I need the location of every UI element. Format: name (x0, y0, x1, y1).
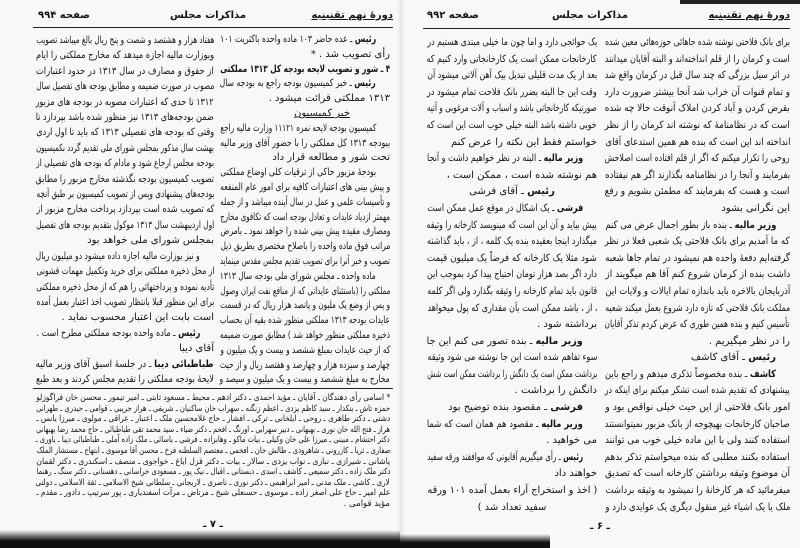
scan-shadow (400, 534, 550, 548)
line-text: ذخیره مملکتی منظور خواهد شد ) مطابق صورت ضمیمه (219, 329, 390, 341)
text-line (605, 85, 790, 102)
line-text: برای بانک فلاحتی نوشته شده جاهائی حوزه‌هائی معین شده (605, 37, 790, 48)
line-text: تأدیه نموده و پرداختهائی را هم که از محل ذخیره مملکتی (35, 281, 214, 293)
speaker-line (605, 218, 790, 235)
text-line (36, 64, 214, 79)
line-text: ـ در جلسهٔ اسبق آقای وزیر مالیه (35, 358, 155, 370)
text-line (605, 500, 790, 517)
text-line (36, 187, 214, 202)
text-line (36, 202, 214, 217)
text-line (605, 135, 790, 152)
line-text: ـ مقصود هم همان است که شما (426, 418, 542, 430)
line-text: بودجه مجلس ارجاع شود و مادام که بودجه های تفصیلی از (36, 158, 214, 170)
line-text: وبوزارت مالیه اجازه میدهد که مخارج مملکتی را ایام (35, 50, 214, 62)
line-text: کمیسیون بودجه لایحه نمره ۱۱۱۲۱ وزارت مالیه راجع (220, 122, 376, 134)
line-text: وقتی که بودجه های تفصیلی ۱۳۱۳ که باید تا اول اردی (36, 127, 214, 139)
speaker-line (605, 350, 790, 367)
text-line (427, 367, 597, 384)
text-line (605, 317, 790, 334)
text-line (427, 52, 597, 69)
speaker-name: وزیر مالیه (734, 219, 776, 231)
line-text: استفاده کنند ولی با این ماده خیلی خوب می توانند (604, 435, 790, 447)
text-line (220, 63, 390, 78)
text-line (220, 196, 390, 211)
scan-shadow (0, 530, 400, 548)
line-text: که از حیث عایدات بمبلغ ششصد و بیست و یک میلیون و (219, 344, 390, 356)
line-text: مملکتی را (باستثنای عایداتی که از منافع نفت ایران وصول (220, 285, 390, 297)
text-line (605, 151, 790, 168)
line-text: لایحهٔ بودجه مملکتی را تقدیم مجلس کردند و بعد طبع (36, 373, 214, 385)
text-line (220, 314, 390, 329)
line-text: و پس از وضع یک ملیون و پانصد هزار ریال که در قسمت (220, 300, 390, 312)
speaker-name: رئیس (354, 78, 376, 90)
text-line (605, 433, 790, 450)
text-line (36, 446, 390, 457)
line-text: تصویب کمیسیون بودجه نگذشته مخارج مزبور را مطابق (35, 173, 214, 185)
line-text: سوء تفاهم شده است این جا نوشته می شود وثیقه (426, 352, 597, 364)
speaker-name: وزیر مالیه (543, 153, 583, 165)
line-text: مؤید قوامی . (343, 498, 390, 509)
line-text: ـ بنده مخصوصاً تذکری میدهم و راجع باین (605, 368, 750, 380)
speaker-line (220, 77, 390, 92)
speaker-line (427, 151, 597, 168)
line-text: و تأسیسات علمی و عمل در سال آینده میباشد و از جمله (220, 196, 390, 208)
line-text: بعد از یک مدت قلیلی تبدیل بیک آهن آلاتی میشود آن (426, 70, 597, 82)
text-line (427, 350, 597, 367)
text-line (427, 68, 597, 85)
text-column-left (36, 33, 214, 387)
line-text: ـ البته در نظر خواهیم داشت و آنجا (426, 153, 544, 165)
line-text: و تمام قنوات آن خراب شد آنجا بیشتر ضرورت دارد (604, 86, 790, 98)
line-text: اول اردیبهشت سال ۱۳۱۳ موکول بتقدیم بودجه های تفصیل (36, 219, 214, 231)
line-text: رأی تصویب شد . * (310, 48, 390, 60)
text-line (36, 488, 390, 499)
text-line (36, 467, 390, 478)
text-line (220, 151, 390, 166)
line-text: آقای دیبا (179, 343, 214, 355)
line-text: پیشنهادی که تقدیم شده است تشکر میکنم برای اینکه در (604, 385, 790, 397)
text-line (36, 435, 390, 446)
line-text: تصویب و خبر آنرا برای تصویب تقدیم مجلس مقدس مینماید (220, 255, 390, 267)
text-line (36, 499, 390, 510)
line-text: از حقوق و مصارف در سال ۱۳۱۳ در حدود اعتبارات (36, 65, 214, 77)
text-line (36, 33, 214, 48)
line-text: دکتر ملک زاده ـ دکتر سمیعی ـ کاشف ـ اسدی ـ دبستانی ـ اقبال ـ نیک پور ـ مسعودی خراسانی ـ دهستانی ـ دکتر سنگ ـ رهنما (36, 467, 390, 478)
speaker-name: رئیس (748, 352, 776, 364)
footnote-rule (33, 388, 393, 389)
text-line (605, 118, 790, 135)
text-line (220, 137, 390, 152)
line-text: ۴ ـ شور و تصویب لایحه بودجه کل ۱۳۱۳ مملکتی (220, 63, 390, 75)
line-text: تأسیس کنیم و بنده همین طوری که عرض کردم تذکر آقایان (604, 319, 790, 331)
text-line (36, 372, 214, 387)
line-text: ملک یا یک اشیاء غیر منقول دیگری یک عوایدی دارد و (604, 501, 790, 513)
text-line (605, 334, 790, 351)
text-line (427, 218, 597, 235)
line-text: صفاری ـ ثریا ـ کازرونی ـ شاهرودی ـ طالش خان ـ افخمی ـ معتصم السلطنه فرخ ـ محسن آقا موسوی ـ ابتهاج ـ مستشار الملک (36, 445, 390, 456)
text-line (605, 284, 790, 301)
text-line (605, 483, 790, 500)
page-number: صفحه ۹۹۴ (38, 10, 90, 21)
text-line (220, 122, 390, 137)
speaker-line (427, 417, 597, 434)
speaker-line (427, 334, 597, 351)
text-line (427, 234, 597, 251)
text-line (427, 251, 597, 268)
line-text: است و هست که بفرمایند که مطمئن بشویم و رفع (605, 186, 790, 198)
text-line (36, 110, 214, 125)
line-text: ومصارف مقیده پیش بینی شده را خواهد نمود ـ بامرض (219, 226, 390, 238)
line-text: در اثر سیل بزرگی که چند سال قبل در کرمان واقع شد (605, 70, 790, 82)
line-text: ـ ماده واحده بودجه مملکتی مطرح است . (36, 327, 178, 339)
line-text: ضمن بودجه‌های ۱۳۱۳ نیز منظور شده باشد بپردازد تا (35, 112, 214, 124)
line-text: ـ آقای کاشف (690, 352, 749, 364)
line-text: عایدات بودجه ۱۳۱۳ مملکتی منظور شده بقیه آن بحساب (219, 315, 390, 327)
line-text: مخارج به مبلغ ششصد و بیست و یک میلیون و سیصد و (219, 374, 390, 386)
line-text: و نیز بوزارت مالیه اجازه داده میشود دو میلیون ریال (35, 250, 200, 262)
line-text: و پیش بینی های اعتبارات کافیه برای امور عام المنفعه (219, 181, 390, 193)
line-text: هراز ـ فتح الله خان نوری ـ بهبهانی ـ دبیر سهرابی ـ اورنگ ـ افخم ـ دکتر ضیاء ـ سید محمد تقی طباطبائی ـ حاج محمد رضا بهبهانی (36, 424, 390, 435)
line-text: هفتاد هزار و هشتصد و شصت و پنج ریال بالغ میباشد تصویب (35, 35, 214, 46)
speaker-name: طباطبائی دیبا (154, 358, 214, 370)
line-text: میگذارد اینجا بعقیده بنده یک کلمه ، از ، باید گذاشته (427, 236, 597, 248)
text-line (220, 299, 390, 314)
text-line (605, 35, 790, 52)
line-text: برداشت ممکن است یک دانگش را برداشت ممکن است شش (426, 368, 597, 380)
speaker-line (605, 367, 790, 384)
text-line (427, 500, 597, 517)
line-text: خبر کمیسیون (294, 107, 350, 119)
line-text: ۱۳۱۲ تا حدی که اعتبارات مصوبه در بودجه های مزبور (36, 96, 214, 108)
text-line (36, 295, 214, 310)
text-line (605, 400, 790, 417)
text-column-left (427, 35, 597, 516)
text-line (427, 168, 597, 185)
text-line (220, 270, 390, 285)
text-line (220, 255, 390, 270)
line-text: است که در نظامنامهٔ که نوشته اند کرمان را از نظر (604, 119, 790, 131)
line-text: دارد اگر بصد هزار تومان احتیاج پیدا کرد بموجب این (427, 269, 597, 281)
line-text: مراتب فوق ماده واحده را باصلاح مختصری بطریق ذیل (220, 241, 390, 253)
line-text: است بابت این اعتبار محسوب نماید . (61, 312, 214, 324)
line-text: قانون باید تمام کارخانه را وثیقه بگذارد ولی اگر کلمه (427, 285, 597, 297)
text-line (427, 35, 597, 52)
text-line (427, 466, 597, 483)
line-text: این نگرانی بشود (721, 202, 790, 214)
text-line (605, 383, 790, 400)
journal-title: مذاکرات مجلس (170, 10, 247, 21)
session-heading: دورهٔ نهم تقنینیه (708, 10, 790, 21)
text-line (427, 284, 597, 301)
line-text: ، از ، باشد ممکن است بآن مقداری که پول میخواهد (427, 302, 597, 314)
text-line (220, 285, 390, 300)
text-line (605, 68, 790, 85)
line-text: چهارصد و سیزده هزار و چهارصد و هفتصد ریال و از حیث (219, 359, 390, 371)
text-line (220, 225, 390, 240)
text-line (605, 52, 790, 69)
text-line (220, 48, 390, 63)
line-text: که ما آمدیم برای بانک فلاحتی یک شعبی فعلا در نظر (605, 236, 790, 248)
text-line (36, 393, 390, 404)
text-line (427, 301, 597, 318)
line-text: آذربایجان بالاخره باید باندازه تمام ایالات و ولایات این (605, 285, 790, 297)
line-text: سفید تعداد شد ) (477, 501, 547, 513)
line-text: ـ بنده باز بطور اجمال عرض می کنم (605, 219, 735, 231)
text-line (605, 101, 790, 118)
text-line (605, 466, 790, 483)
line-text: دکتر احتشام ـ مبینی ـ میرزا علی خان وکیلی ـ بیات ماکو ـ وهابزاده ـ فرشی ـ یاسائی ـ ملک زاده آملی ـ طباطبائی دیبا ـ یاوری ـ (35, 435, 390, 446)
text-line (605, 251, 790, 268)
line-text: * اسامی رأی دهندگان ـ آقایان ـ مؤید احمدی ـ دکتر ادهم ـ محیط ـ مسعود ثابتی ـ امیر تیمور ـ محسن خان قراگوزلو (35, 393, 390, 403)
line-text: روحی را تکرار میکنم که اگر از قلم افتاده است اصلاحش (604, 153, 790, 165)
speaker-name: فرشی (550, 402, 583, 414)
text-line (220, 344, 390, 359)
line-text: بهشت سال مذکور بمجلس شورای ملی تقدیم گردد بکمیسیون (36, 142, 214, 154)
line-text: لاری ـ کاشی ـ ملک مدنی ـ امیر ابراهیمی ـ دکتر نوری ـ ناصری ـ لاریجانی ـ سلطانی شیخ الاسلامی ـ ثقة الاسلامی ـ دولتی (35, 477, 390, 488)
text-line (605, 450, 790, 467)
speaker-name: وزیر مالیه (541, 418, 583, 430)
line-text: است و کرمان را از قلم انداخته‌اند و البته آقایان میدانند (605, 53, 790, 65)
speaker-line (36, 326, 214, 341)
line-text: خوبی داشته باشد البته خیلی خوب است این است که (426, 119, 597, 131)
line-text: بودجه‌های پیشنهادی وپس از تصویب کمیسیون بر طبق آنچه (36, 189, 214, 201)
text-line (36, 79, 214, 94)
scan-edge (680, 0, 800, 4)
line-text: خواهند داد (554, 468, 597, 480)
line-text: ـ آقای فرشی (469, 186, 528, 198)
text-line (427, 483, 597, 500)
journal-title: مذاکرات مجلس (552, 10, 629, 21)
text-line (36, 172, 214, 187)
speaker-line (220, 33, 390, 48)
text-line (220, 181, 390, 196)
line-text: میفرمائید که هر کارخانهٔ را نمیشود به وثیقه برداشت (604, 485, 790, 497)
text-line (36, 341, 214, 356)
text-line (427, 85, 597, 102)
page-folio: ـ ۷ ـ (203, 519, 223, 530)
text-line (605, 417, 790, 434)
text-line (427, 101, 597, 118)
text-line (427, 383, 597, 400)
line-text: برداشته شود . (537, 319, 597, 331)
speaker-name: رئیس (527, 186, 555, 198)
speaker-line (36, 357, 214, 372)
line-text: دشتی ـ دکتر طاهری ـ روحی ـ ایلخانی ـ ترکی ـ افشار ـ حاج غلامحسین ملک ـ اعتبار ـ عراقی ـ مولوی ـ میرزا یانس ـ (36, 414, 390, 425)
text-line (605, 234, 790, 251)
speaker-name: رئیس (354, 34, 376, 45)
speaker-line (427, 450, 597, 467)
text-line (36, 478, 390, 489)
line-text: را در نظر میگیریم . (708, 335, 790, 347)
text-line (36, 233, 214, 248)
line-text: استفاده بکنند مطلبی که بنده میخواستم تذکر بدهم (605, 451, 790, 463)
text-line (605, 201, 790, 218)
text-line (220, 166, 390, 181)
text-line (36, 425, 390, 436)
text-line (427, 433, 597, 450)
line-text: می خواهید . (546, 435, 597, 447)
footnote-voters-list (36, 393, 390, 510)
line-text: شود مثلا یک کارخانه که فرضاً یک میلیون قیمت (427, 252, 597, 264)
text-line (220, 329, 390, 344)
text-line (605, 267, 790, 284)
line-text: ـ خبر کمیسیون بودجه راجع به بودجه سال (219, 78, 355, 90)
line-text: ـ یک اشکال در موقع عمل ممکن است (426, 202, 557, 214)
text-line (36, 218, 214, 233)
line-text: داشت بنده از کرمان شروع کنم آقا هم میگویند از (604, 269, 790, 281)
text-line (36, 95, 214, 110)
line-text: بمجلس شورای ملی خواهد بود (87, 235, 214, 247)
text-line (36, 48, 214, 63)
line-text: ۱۳۱۳ مملکتی قرائت میشود . (268, 93, 390, 105)
text-line (36, 264, 214, 279)
text-line (36, 280, 214, 295)
line-text: هم نوشته شده است ، ممکن است ، (446, 169, 597, 181)
text-line (605, 301, 790, 318)
line-text: ـ رأی میگیریم آقایونی که موافقند ورقه سفید (426, 451, 563, 463)
speaker-name: رئیس (562, 451, 583, 463)
line-text: صاحبان کارخانجات بهیچوجه از بانک مزبور نمیتوانستند (605, 418, 790, 430)
text-line (36, 249, 214, 264)
text-line (220, 240, 390, 255)
page-folio: ـ ۶ ـ (590, 521, 610, 532)
text-line (427, 118, 597, 135)
page-6 (400, 0, 800, 548)
line-text: برای این منظور قبلا بانتظار تصویب اخذ اعتبار بعمل آمده (36, 296, 214, 308)
speaker-line (427, 184, 597, 201)
line-text: مصوب در صورت ضمیمه و مطابق بودجه های تفصیل سال (35, 81, 214, 93)
line-text: از محل ذخیره مملکتی برای خرید وتکمیل مهمات قشونی (36, 266, 214, 278)
line-text: علم امیر ـ حاج علی اصغر زاده ـ موسوی ـ حسنعلی شیخ ـ مرتاض ـ مرآت اسفندیاری ـ پور سرتیپ ـ دادور ـ مقدم ـ (36, 488, 390, 499)
text-line (427, 317, 597, 334)
line-text: ـ مقصود بنده توضیح بود (448, 402, 551, 414)
line-text: ببودجه ۱۳۱۳ کل مملکتی را با حضور آقای وزیر مالیه (219, 137, 390, 149)
line-text: ( اخذ و استخراج آراء بعمل آمده ۱۰۱ ورقه (426, 485, 597, 497)
text-line (36, 156, 214, 171)
line-text: حمزه تاش ـ بنکدار ـ سید کاظم یزدی ـ اعظم زنگنه ـ سهراب خان ساکنیان ـ شریفی ـ هراز جریبی ـ قوامی ـ حیدری ـ طهرانی (36, 403, 390, 414)
text-line (36, 414, 390, 425)
text-line (36, 457, 390, 468)
header-rule (423, 28, 790, 29)
line-text: گرفته‌ایم دفعهٔ واحده هم نمیشود در تمام جاها شعبه (605, 252, 790, 264)
line-text: ـ عده حاضر ۱۰۳ ماده واحده باکثریت ۱۰۱ (219, 34, 355, 45)
line-text: ماده واحده ـ مجلس شورای ملی بودجه سال ۱۳۱۳ (220, 270, 376, 282)
line-text: دانگش را برداشت . (514, 385, 597, 397)
header-rule (33, 27, 393, 28)
line-text: پیش بیاید و آن این است که مینویسد کارخانه را وثیقه (426, 219, 597, 231)
line-text: بفرمایند و آنجا را در نظامنامه بگذارند اگر هم نیفتاده (604, 169, 790, 181)
line-text: انداخته اند این است که بنده هم همین استدعای آقای (604, 136, 790, 148)
text-line (36, 404, 390, 415)
text-column-right (605, 35, 790, 516)
session-heading: دورهٔ نهم تقنینیه (311, 10, 393, 21)
text-line (427, 135, 597, 152)
line-text: کارخانجات ممکن است یک کارخانجاتی وارد کنیم که (426, 53, 597, 65)
line-text: یک حوائجی دارد و اما چون ما خیلی مبتدی هستیم در (426, 37, 597, 48)
text-line (36, 141, 214, 156)
speaker-line (427, 400, 597, 417)
speaker-name: کاشف (749, 368, 776, 380)
line-text: مملکت بانک فلاحتی که تازه دارد شروع بعمل میکند شعبه (605, 302, 790, 314)
line-text: که تصویب شده است بپردازد پرداخت مخارج مزبور از (36, 204, 214, 216)
text-column-right (220, 33, 390, 388)
line-text: ـ بنده تصور می کنم این جا (426, 335, 536, 347)
page-number: صفحه ۹۹۲ (427, 10, 479, 21)
text-line (36, 125, 214, 140)
speaker-name: وزیر مالیه (535, 335, 583, 347)
text-line (605, 168, 790, 185)
line-text: مهمتر ازدیاد عایدات و تعادل بودجه است که تکافوی مخارج (220, 211, 390, 223)
text-line (427, 267, 597, 284)
speaker-name: رئیس (177, 327, 200, 339)
text-line (36, 310, 214, 325)
line-text: تحت شور و مطالعه قرار داد (272, 152, 390, 164)
speaker-name: فرشی (556, 202, 583, 214)
line-text: خواستم فقط این نکته را عرض کنم (450, 136, 597, 148)
line-text: صورتیکه کارخانجاتی باشد و اسباب و آلات مرغوبی و آتیه (426, 103, 597, 115)
text-line (605, 184, 790, 201)
speaker-line (427, 201, 597, 218)
line-text: بودجهٔ مزبور حاکی از ترقیات کلی اوضاع مملکتی (220, 167, 376, 179)
text-line (220, 211, 390, 226)
line-text: بقرض کردن و آباد کردن املاک آنوقت حالا چه شده (604, 103, 790, 115)
line-text: وقت این جا البته بضرر بانک فلاحت تمام میشود در (427, 86, 597, 98)
line-text: آن موضوع وثیقه برداشتن کارخانه است که تصدیق (604, 468, 790, 480)
line-text: امور بانک فلاحتی از این حیث خیلی نواقص بود و (605, 402, 790, 414)
line-text: پاشانی ـ شیرازی ـ نبازی ـ نواب یزدی ـ سالار ـ بیات ـ دکتر قزل ایاغ ـ خواجوی ـ منصف ـ اسکندری ـ دکتر لقمان (36, 456, 390, 467)
